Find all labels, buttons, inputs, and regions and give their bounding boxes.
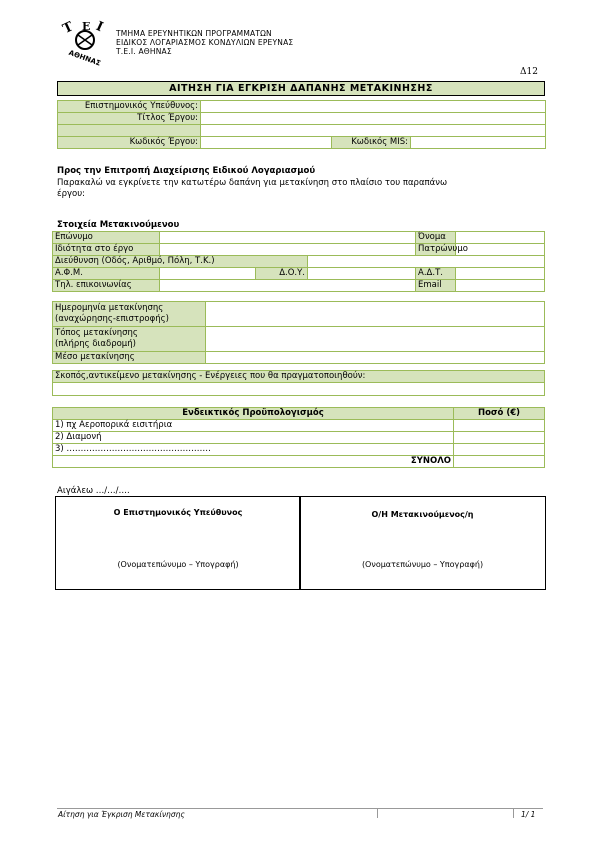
footer-divider-2: [513, 808, 514, 818]
budget-table: [52, 407, 545, 468]
budget-total-label: ΣΥΝΟΛΟ: [53, 456, 454, 468]
traveler-table: [52, 231, 545, 292]
purpose-field[interactable]: [53, 383, 545, 396]
project-title-field-2[interactable]: [201, 125, 546, 137]
svg-text:I: I: [93, 19, 106, 36]
father-label: Πατρώνυμο: [416, 244, 456, 256]
project-code-field[interactable]: [201, 137, 332, 149]
project-title-field[interactable]: [201, 113, 546, 125]
budget-row-2: 2) Διαμονή: [53, 432, 454, 444]
header-line-3: Τ.Ε.Ι. ΑΘΗΝΑΣ: [116, 47, 172, 56]
phone-field[interactable]: [160, 280, 416, 292]
surname-label: Επώνυμο: [53, 232, 160, 244]
purpose-table: [52, 370, 545, 396]
form-title: ΑΙΤΗΣΗ ΓΙΑ ΕΓΚΡΙΣΗ ΔΑΠΑΝΗΣ ΜΕΤΑΚΙΝΗΣΗΣ: [57, 81, 545, 96]
intro-heading: Προς την Επιτροπή Διαχείρισης Ειδικού Λογαριασμού: [57, 166, 316, 176]
budget-amount-1[interactable]: [454, 420, 545, 432]
logo-emblem: [58, 18, 110, 66]
name-field[interactable]: [456, 232, 545, 244]
surname-field[interactable]: [160, 232, 416, 244]
supervisor-label: Επιστημονικός Υπεύθυνος:: [58, 101, 201, 113]
budget-amount-3[interactable]: [454, 444, 545, 456]
budget-amount-2[interactable]: [454, 432, 545, 444]
traveler-heading: Στοιχεία Μετακινούμενου: [57, 220, 180, 230]
amount-heading: Ποσό (€): [454, 408, 545, 420]
budget-row-3: 3) ……………………………………………: [53, 444, 454, 456]
intro-body-2: έργου:: [57, 189, 86, 199]
traveler-sign-title: Ο/Η Μετακινούμενος/η: [371, 510, 474, 519]
father-field[interactable]: [456, 244, 545, 256]
project-title-label: Τίτλος Έργου:: [58, 113, 201, 125]
trip-place-field[interactable]: [206, 327, 545, 352]
project-table: [57, 100, 546, 149]
date-line: Αιγάλεω …/…/….: [57, 486, 130, 496]
trip-date-field[interactable]: [206, 302, 545, 327]
svg-text:T: T: [60, 19, 76, 38]
mis-label: Κωδικός MIS:: [332, 137, 411, 149]
role-label: Ιδιότητα στο έργο: [53, 244, 160, 256]
footer-rule: [57, 808, 543, 809]
trip-table: [52, 301, 545, 364]
trip-place-label: [53, 327, 206, 352]
trip-place-label-2: (πλήρης διαδρομή): [55, 339, 136, 349]
doy-label: Δ.Ο.Υ.: [256, 268, 308, 280]
budget-row-1: 1) πχ Αεροπορικά εισιτήρια: [53, 420, 454, 432]
signature-box-traveler[interactable]: [299, 496, 546, 590]
afm-field[interactable]: [160, 268, 256, 280]
email-field[interactable]: [456, 280, 545, 292]
role-field[interactable]: [160, 244, 416, 256]
traveler-sign-caption: (Ονοματεπώνυμο – Υπογραφή): [361, 560, 484, 569]
form-code: Δ12: [520, 67, 538, 77]
afm-label: Α.Φ.Μ.: [53, 268, 160, 280]
trip-date-label-2: (αναχώρησης-επιστροφής): [55, 314, 169, 324]
supervisor-sign-title: Ο Επιστημονικός Υπεύθυνος: [113, 508, 243, 517]
budget-heading: Ενδεικτικός Προϋπολογισμός: [53, 408, 454, 420]
header-line-1: ΤΜΗΜΑ ΕΡΕΥΝΗΤΙΚΩΝ ΠΡΟΓΡΑΜΜΑΤΩΝ: [116, 29, 272, 38]
trip-date-label-1: Ημερομηνία μετακίνησης: [55, 303, 164, 313]
svg-text:ΑΘΗΝΑΣ: ΑΘΗΝΑΣ: [67, 48, 102, 68]
tei-logo: [58, 18, 110, 66]
header-line-2: ΕΙΔΙΚΟΣ ΛΟΓΑΡΙΑΣΜΟΣ ΚΟΝΔΥΛΙΩΝ ΕΡΕΥΝΑΣ: [116, 38, 294, 47]
trip-means-label: Μέσο μετακίνησης: [53, 352, 206, 364]
adt-field[interactable]: [456, 268, 545, 280]
budget-total-field[interactable]: [454, 456, 545, 468]
trip-date-label: [53, 302, 206, 327]
intro-body-1: Παρακαλώ να εγκρίνετε την κατωτέρω δαπάνη για μετακίνηση στο πλαίσιο του παραπάνω: [57, 178, 448, 188]
supervisor-field[interactable]: [201, 101, 546, 113]
footer-divider-1: [377, 808, 378, 818]
email-label: Email: [416, 280, 456, 292]
supervisor-sign-caption: (Ονοματεπώνυμο – Υπογραφή): [117, 560, 239, 569]
signature-box-supervisor[interactable]: [55, 496, 301, 590]
address-field[interactable]: [308, 256, 545, 268]
address-label: Διεύθυνση (Οδός, Αριθμό, Πόλη, Τ.Κ.): [53, 256, 308, 268]
doy-field[interactable]: [308, 268, 416, 280]
trip-place-label-1: Τόπος μετακίνησης: [55, 328, 138, 338]
spacer-cell: [58, 125, 201, 137]
footer-title: Αίτηση για Έγκριση Μετακίνησης: [58, 810, 185, 819]
name-label: Όνομα: [416, 232, 456, 244]
phone-label: Τηλ. επικοινωνίας: [53, 280, 160, 292]
footer-page-number: 1/ 1: [521, 810, 536, 819]
project-code-label: Κωδικός Έργου:: [58, 137, 201, 149]
trip-means-field[interactable]: [206, 352, 545, 364]
mis-field[interactable]: [411, 137, 546, 149]
svg-text:E: E: [82, 20, 91, 33]
purpose-label: Σκοπός,αντικείμενο μετακίνησης - Ενέργειες που θα πραγματοποιηθούν:: [53, 371, 545, 383]
adt-label: Α.Δ.Τ.: [416, 268, 456, 280]
